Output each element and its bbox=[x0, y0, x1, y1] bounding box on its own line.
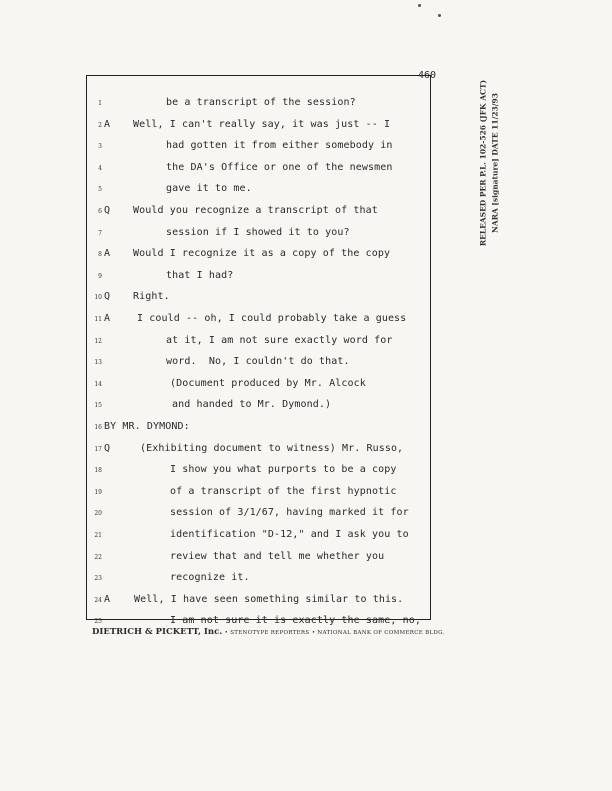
transcript-line: recognize it. bbox=[170, 572, 250, 584]
line-number: 3 bbox=[98, 143, 102, 151]
line-number: 24 bbox=[94, 596, 102, 604]
speaker-label: A bbox=[104, 248, 111, 260]
transcript-line: Well, I can't really say, it was just -- I bbox=[133, 118, 391, 130]
transcript-line: identification "D-12," and I ask you to bbox=[170, 529, 409, 540]
transcript-line: (Exhibiting document to witness) Mr. Russo, bbox=[140, 442, 404, 454]
transcript-line: Would I recognize it as a copy of the copy bbox=[133, 248, 391, 260]
page-number: 460 bbox=[418, 70, 437, 81]
transcript-line: session of 3/1/67, having marked it for bbox=[170, 507, 409, 519]
line-number: 7 bbox=[98, 229, 102, 237]
release-stamp bbox=[474, 60, 504, 265]
line-number: 4 bbox=[98, 164, 102, 172]
line-number: 8 bbox=[98, 251, 102, 259]
line-number: 1 bbox=[98, 100, 102, 107]
transcript-line: that I had? bbox=[166, 269, 234, 281]
transcript-line: review that and tell me whether you bbox=[170, 550, 385, 562]
speaker-label: A bbox=[104, 593, 111, 605]
release-stamp-line1: RELEASED PER P.L. 102-526 (JFK ACT) bbox=[478, 79, 488, 246]
line-number: 9 bbox=[98, 272, 102, 280]
line-number: 6 bbox=[98, 208, 102, 215]
line-number: 25 bbox=[94, 618, 102, 626]
transcript-line: BY MR. DYMOND: bbox=[104, 421, 190, 432]
line-number: 20 bbox=[94, 510, 102, 518]
transcript-line: and handed to Mr. Dymond.) bbox=[172, 399, 332, 411]
transcript-line: I show you what purports to be a copy bbox=[170, 464, 397, 476]
transcript-line: session if I showed it to you? bbox=[166, 226, 350, 238]
line-number: 13 bbox=[94, 359, 102, 367]
speaker-label: Q bbox=[104, 205, 111, 216]
scan-speck bbox=[438, 14, 441, 17]
footer: DIETRICH & PICKETT, Inc. • STENOTYPE REPORTERS • NATIONAL BANK OF COMMERCE BLDG. bbox=[92, 627, 445, 637]
transcript-line: gave it to me. bbox=[166, 183, 252, 195]
transcript-line: word. No, I couldn't do that. bbox=[166, 356, 350, 368]
scan-speck bbox=[418, 4, 421, 7]
transcript-line: had gotten it from either somebody in bbox=[166, 140, 393, 152]
line-number: 23 bbox=[94, 575, 102, 583]
line-number: 17 bbox=[94, 445, 102, 453]
firm-role: STENOTYPE REPORTERS bbox=[230, 630, 310, 636]
transcript-line: Well, I have seen something similar to this. bbox=[134, 593, 404, 605]
line-number: 15 bbox=[94, 402, 102, 410]
release-stamp-line2: NARA [signature] DATE 11/23/93 bbox=[490, 92, 500, 233]
line-number: 2 bbox=[98, 121, 102, 129]
line-number: 22 bbox=[94, 553, 102, 561]
speaker-label: A bbox=[104, 313, 111, 324]
line-number: 18 bbox=[94, 467, 102, 475]
line-number: 14 bbox=[94, 380, 102, 388]
transcript-line: the DA's Office or one of the newsmen bbox=[166, 161, 393, 173]
transcript-line: I am not sure it is exactly the same, no, bbox=[170, 615, 421, 627]
firm-address: NATIONAL BANK OF COMMERCE BLDG. bbox=[317, 630, 445, 636]
transcript-line: Right. bbox=[133, 291, 170, 303]
transcript-line: be a transcript of the session? bbox=[166, 97, 356, 108]
speaker-label: A bbox=[104, 118, 111, 130]
speaker-label: Q bbox=[104, 442, 111, 454]
line-number: 12 bbox=[94, 337, 102, 345]
transcript-line: I could -- oh, I could probably take a guess bbox=[137, 313, 407, 324]
line-number: 10 bbox=[94, 294, 102, 302]
firm-name: DIETRICH & PICKETT, Inc. bbox=[92, 627, 223, 637]
transcript-line: Would you recognize a transcript of that bbox=[133, 205, 378, 216]
line-number: 21 bbox=[94, 532, 102, 539]
transcript-line: (Document produced by Mr. Alcock bbox=[170, 377, 366, 389]
transcript-line: at it, I am not sure exactly word for bbox=[166, 334, 393, 346]
transcript-line: of a transcript of the first hypnotic bbox=[170, 485, 397, 497]
line-number: 5 bbox=[98, 186, 102, 194]
line-number: 16 bbox=[94, 424, 102, 431]
speaker-label: Q bbox=[104, 291, 111, 303]
line-number: 11 bbox=[94, 316, 102, 323]
line-number: 19 bbox=[94, 488, 102, 496]
